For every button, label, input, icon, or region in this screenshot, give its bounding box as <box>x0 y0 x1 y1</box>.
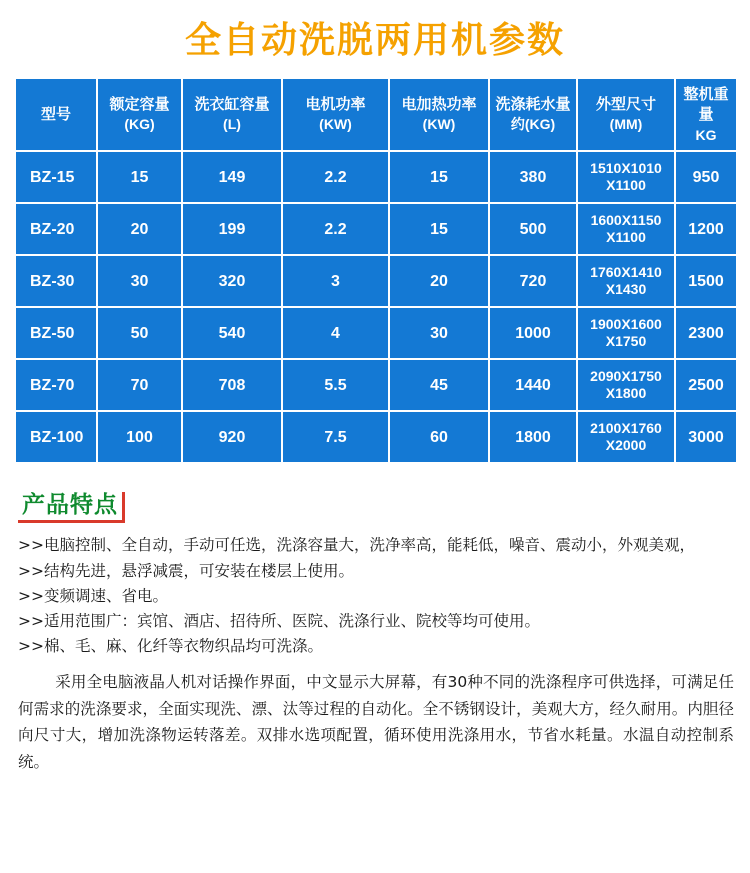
table-row <box>15 307 737 359</box>
cell-heating: 15 <box>389 151 489 203</box>
column-header-drum <box>182 78 282 151</box>
cell-capacity: 100 <box>97 411 182 463</box>
cell-model: BZ-20 <box>15 203 97 255</box>
cell-dimensions <box>577 307 675 359</box>
column-header-model-label: 型号 <box>40 105 71 123</box>
cell-dimensions <box>577 203 675 255</box>
cell-weight: 1500 <box>675 255 737 307</box>
column-header-weight-unit: KG <box>695 126 717 143</box>
column-header-drum-unit: (L) <box>223 116 241 133</box>
cell-dimensions <box>577 411 675 463</box>
features-heading-label: 产品特点 <box>18 492 125 523</box>
cell-water: 380 <box>489 151 577 203</box>
cell-water: 500 <box>489 203 577 255</box>
cell-model: BZ-100 <box>15 411 97 463</box>
cell-dimensions-line2: X1100 <box>606 177 646 194</box>
cell-motor: 2.2 <box>282 203 389 255</box>
column-header-dimensions-unit: (MM) <box>609 116 643 133</box>
cell-drum: 540 <box>182 307 282 359</box>
column-header-capacity-label: 额定容量 <box>109 96 170 114</box>
column-header-heating-label: 电加热功率 <box>401 96 477 114</box>
cell-drum: 920 <box>182 411 282 463</box>
column-header-capacity-unit: (KG) <box>124 116 155 133</box>
cell-model: BZ-30 <box>15 255 97 307</box>
spec-table-body <box>15 151 737 463</box>
column-header-heating-unit: (KW) <box>422 116 456 133</box>
cell-dimensions-line2: X1430 <box>605 281 647 298</box>
column-header-capacity <box>97 78 182 151</box>
cell-capacity: 30 <box>97 255 182 307</box>
cell-dimensions-line2: X1750 <box>605 333 647 350</box>
spec-table <box>14 77 738 464</box>
column-header-heating <box>389 78 489 151</box>
cell-capacity: 20 <box>97 203 182 255</box>
cell-capacity: 50 <box>97 307 182 359</box>
table-row <box>15 359 737 411</box>
cell-dimensions <box>577 359 675 411</box>
cell-dimensions-line1: 1900X1600 <box>590 315 662 332</box>
column-header-dimensions <box>577 78 675 151</box>
cell-water: 1440 <box>489 359 577 411</box>
cell-drum: 320 <box>182 255 282 307</box>
spec-table-head <box>15 78 737 151</box>
table-row <box>15 203 737 255</box>
cell-model: BZ-50 <box>15 307 97 359</box>
cell-dimensions-line1: 2100X1760 <box>590 419 662 436</box>
cell-motor: 4 <box>282 307 389 359</box>
cell-weight: 3000 <box>675 411 737 463</box>
page-title-wrap <box>0 0 750 77</box>
list-item: >>结构先进，悬浮减震，可安装在楼层上使用。 <box>18 561 354 580</box>
cell-weight: 2300 <box>675 307 737 359</box>
cell-motor: 7.5 <box>282 411 389 463</box>
features-paragraph: 采用全电脑液晶人机对话操作界面，中文显示大屏幕，有30种不同的洗涤程序可供选择，可满足任何需求的洗涤要求，全面实现洗、漂、汰等过程的自动化。全不锈钢设计，美观大方，经久耐用。内胆径向尺寸大，增加洗涤物运转落差。双排水选项配置，循环使用洗涤用水，节省水耗量。水温自动控制系统。 <box>18 672 734 771</box>
column-header-dimensions-label: 外型尺寸 <box>595 96 656 114</box>
cell-dimensions-line2: X1800 <box>605 385 647 402</box>
column-header-weight-label: 整机重量 <box>683 86 729 124</box>
cell-heating: 30 <box>389 307 489 359</box>
column-header-drum-label: 洗衣缸容量 <box>194 96 270 114</box>
column-header-motor <box>282 78 389 151</box>
cell-dimensions-line2: X2000 <box>605 437 647 454</box>
cell-model: BZ-15 <box>15 151 97 203</box>
column-header-water-unit: 约(KG) <box>510 116 556 133</box>
cell-dimensions-line1: 2090X1750 <box>590 367 662 384</box>
cell-dimensions <box>577 151 675 203</box>
cell-heating: 15 <box>389 203 489 255</box>
cell-weight: 2500 <box>675 359 737 411</box>
features-heading <box>18 486 125 519</box>
list-item: >>变频调速、省电。 <box>18 586 168 605</box>
cell-capacity: 70 <box>97 359 182 411</box>
cell-drum: 149 <box>182 151 282 203</box>
cell-capacity: 15 <box>97 151 182 203</box>
table-row <box>15 411 737 463</box>
table-row <box>15 255 737 307</box>
cell-water: 720 <box>489 255 577 307</box>
features-bullet-list <box>0 533 750 659</box>
cell-heating: 20 <box>389 255 489 307</box>
list-item: >>电脑控制、全自动，手动可任选，洗涤容量大，洗净率高，能耗低，噪音、震动小，外观美观， <box>18 536 695 555</box>
cell-dimensions-line1: 1600X1150 <box>590 211 662 228</box>
cell-heating: 45 <box>389 359 489 411</box>
cell-weight: 1200 <box>675 203 737 255</box>
column-header-motor-unit: (KW) <box>319 116 352 133</box>
cell-water: 1800 <box>489 411 577 463</box>
cell-dimensions-line1: 1760X1410 <box>590 263 662 280</box>
column-header-model <box>15 78 97 151</box>
cell-model: BZ-70 <box>15 359 97 411</box>
table-header-row <box>15 78 737 151</box>
column-header-water <box>489 78 577 151</box>
cell-weight: 950 <box>675 151 737 203</box>
cell-motor: 5.5 <box>282 359 389 411</box>
list-item: >>棉、毛、麻、化纤等衣物织品均可洗涤。 <box>18 636 323 655</box>
cell-drum: 199 <box>182 203 282 255</box>
column-header-weight <box>675 78 737 151</box>
cell-motor: 2.2 <box>282 151 389 203</box>
cell-heating: 60 <box>389 411 489 463</box>
cell-dimensions-line1: 1510X1010 <box>590 159 662 176</box>
cell-dimensions-line2: X1100 <box>606 229 646 246</box>
cell-dimensions <box>577 255 675 307</box>
page-title: 全自动洗脱两用机参数 <box>184 20 565 61</box>
spec-table-wrap <box>0 77 750 464</box>
cell-motor: 3 <box>282 255 389 307</box>
cell-drum: 708 <box>182 359 282 411</box>
column-header-water-label: 洗涤耗水量 <box>495 96 571 114</box>
table-row <box>15 151 737 203</box>
list-item: >>适用范围广：宾馆、酒店、招待所、医院、洗涤行业、院校等均可使用。 <box>18 611 540 630</box>
cell-water: 1000 <box>489 307 577 359</box>
column-header-motor-label: 电机功率 <box>305 96 366 114</box>
